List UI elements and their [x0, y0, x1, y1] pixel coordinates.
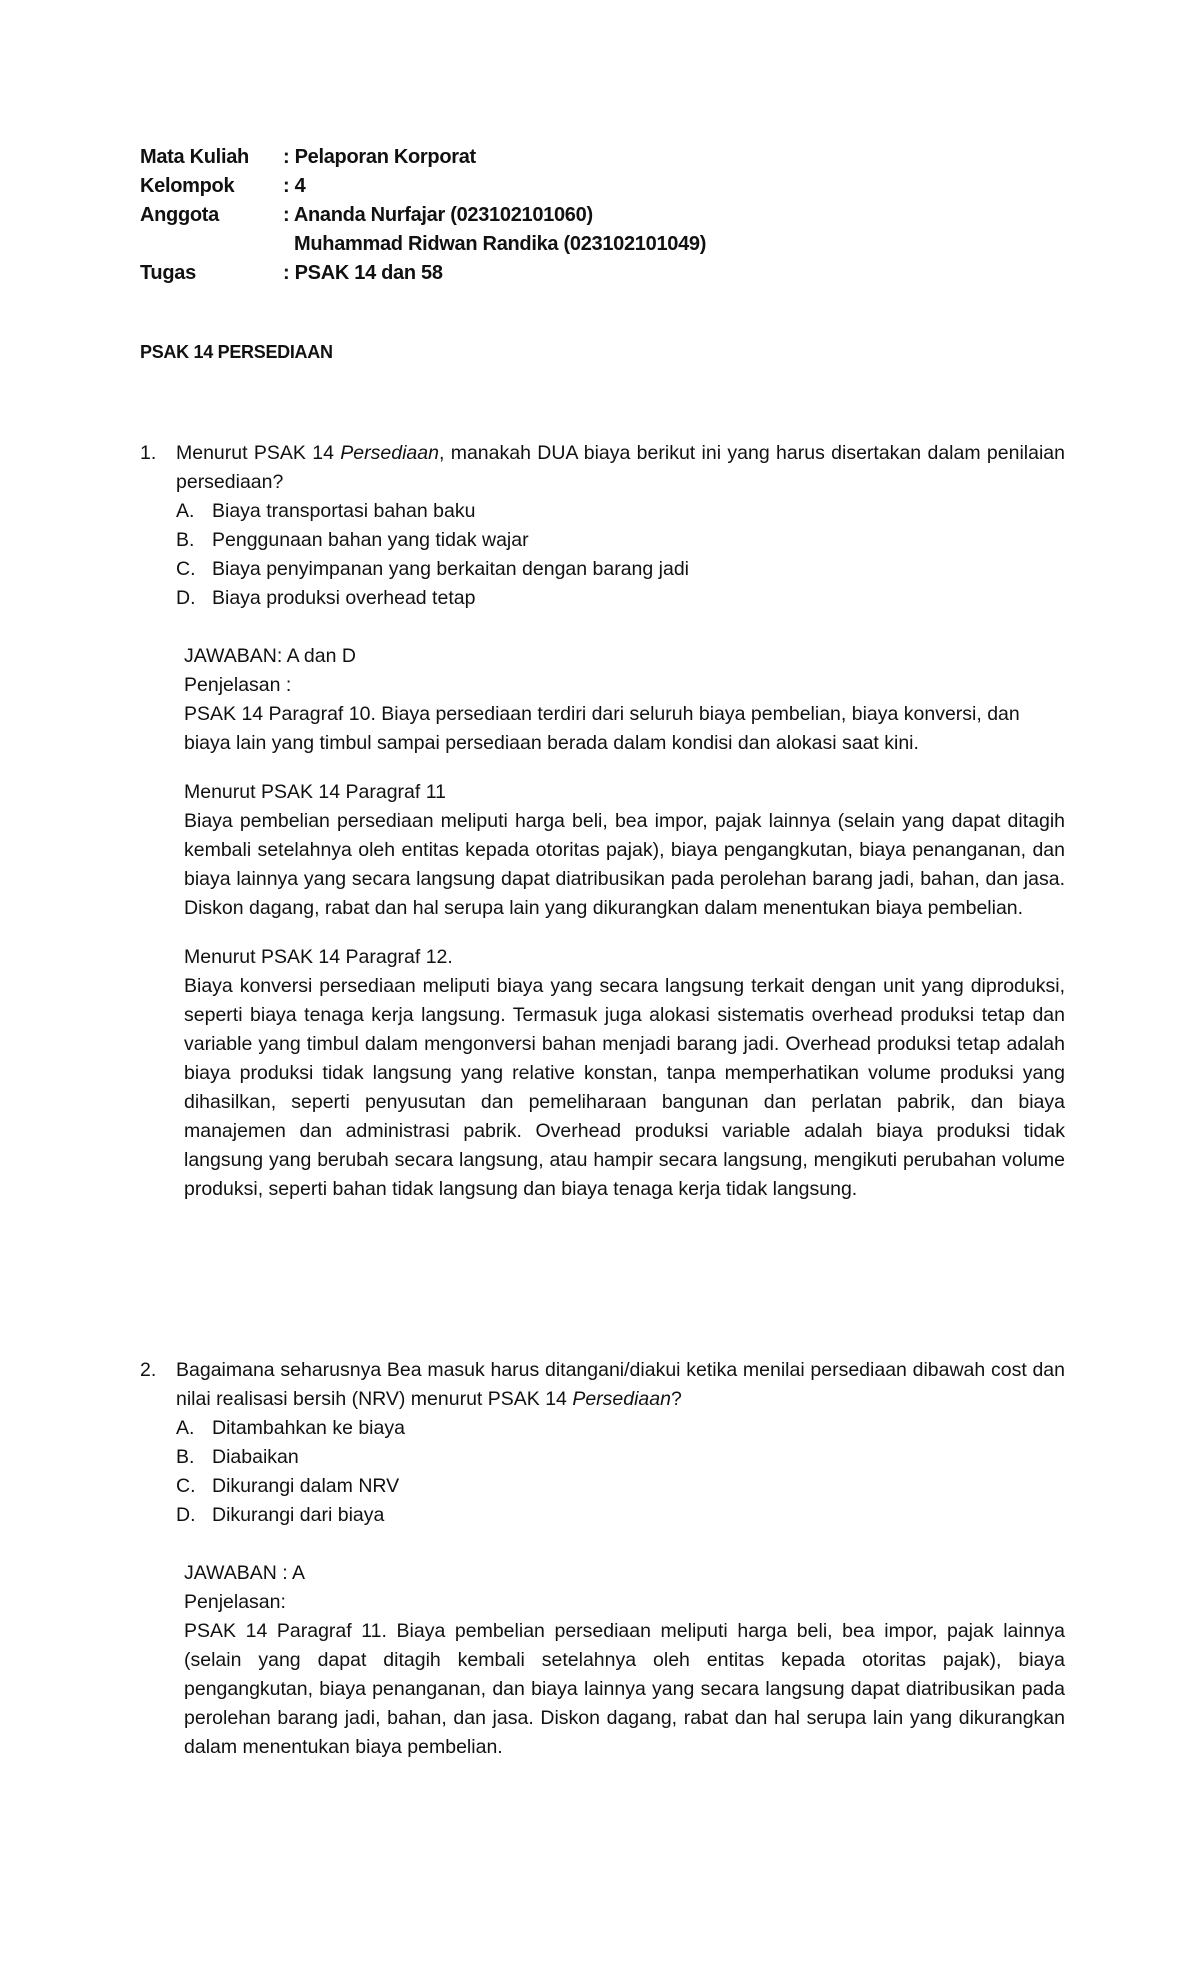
explanation-paragraph-11: PSAK 14 Paragraf 11. Biaya pembelian persediaan meliputi harga beli, bea impor, pajak lainnya (selain yang dapat ditagih kembali setelahnya oleh entitas kepada otoritas pajak), biaya pengangkutan, biaya penanganan, dan biaya lainnya yang secara langsung dapat diatribusikan pada perolehan barang jadi, bahan, dan jasa. Diskon dagang, rabat dan hal serupa lain yang dikurangkan dalam menentukan biaya pembelian. [184, 1620, 1065, 1758]
explanation-paragraph-12: Biaya konversi persediaan meliputi biaya yang secara langsung terkait dengan unit yang diproduksi, seperti biaya tenaga kerja langsung. Termasuk juga alokasi sistematis overhead produksi tetap dan variable yang timbul dalam mengonversi bahan menjadi barang jadi. Overhead produksi tetap adalah biaya produksi tidak langsung yang relative konstan, tanpa memperhatikan volume produksi yang dihasilkan, seperti penyusutan dan pemeliharaan bangunan dan perlatan pabrik, dan biaya manajemen dan administrasi pabrik. Overhead produksi variable adalah biaya produksi tidak langsung yang berubah secara langsung, atau hampir secara langsung, mengikuti perubahan volume produksi, seperti bahan tidak langsung dan biaya tenaga kerja tidak langsung. [184, 975, 1065, 1200]
header-label: Mata Kuliah [140, 146, 249, 168]
header-value: : Ananda Nurfajar (023102101060) [283, 204, 593, 226]
option-letter: A. [176, 1417, 195, 1439]
header-row-course [140, 143, 706, 172]
header-row-members [140, 201, 706, 230]
question-2 [140, 1356, 1065, 1762]
explanation-paragraph-11: Biaya pembelian persediaan meliputi harga beli, bea impor, pajak lainnya (selain yang dapat ditagih kembali setelahnya oleh entitas kepada otoritas pajak), biaya pengangkutan, biaya penanganan, dan biaya lainnya yang secara langsung dapat diatribusikan pada perolehan barang jadi, bahan, dan jasa. Diskon dagang, rabat dan hal serupa lain yang dikurangkan dalam menentukan biaya pembelian. [184, 810, 1065, 919]
question-text [176, 1356, 1065, 1414]
header-label: Kelompok [140, 175, 235, 197]
explanation-label: Penjelasan: [184, 1591, 286, 1613]
answer-block [184, 1559, 1065, 1762]
question-text-part: Bagaimana seharusnya Bea masuk harus ditangani/diakui ketika menilai persediaan dibawah cost dan nilai realisasi bersih (NRV) menurut PSAK 14 [176, 1359, 1065, 1410]
option-c [176, 1472, 1065, 1501]
question-text-italic: Persediaan [340, 442, 439, 464]
option-c [176, 555, 1065, 584]
header-row-task [140, 259, 706, 288]
option-a [176, 497, 1065, 526]
option-letter: B. [176, 529, 195, 551]
option-text: Biaya penyimpanan yang berkaitan dengan barang jadi [212, 558, 690, 580]
question-text-part: , manakah DUA biaya berikut ini yang harus disertakan dalam penilaian persediaan? [176, 442, 1065, 493]
answer-text: JAWABAN : A [184, 1562, 305, 1584]
option-text: Penggunaan bahan yang tidak wajar [212, 529, 529, 551]
explanation-paragraph-10: PSAK 14 Paragraf 10. Biaya persediaan terdiri dari seluruh biaya pembelian, biaya konversi, dan biaya lain yang timbul sampai persediaan berada dalam kondisi dan alokasi saat kini. [184, 703, 1020, 754]
header-label: Anggota [140, 204, 219, 226]
explanation-label: Penjelasan : [184, 674, 292, 696]
header-value: : PSAK 14 dan 58 [283, 262, 443, 284]
option-a [176, 1414, 1065, 1443]
question-number: 1. [140, 442, 157, 464]
option-b [176, 526, 1065, 555]
header-value: : Pelaporan Korporat [283, 146, 476, 168]
answer-block [184, 642, 1065, 1204]
question-1 [140, 439, 1065, 1204]
header-row-group [140, 172, 706, 201]
option-letter: D. [176, 1504, 196, 1526]
spacer [184, 758, 1065, 778]
document-header [140, 143, 706, 288]
option-b [176, 1443, 1065, 1472]
answer-options [176, 1414, 1065, 1530]
question-text-part: ? [670, 1388, 682, 1410]
spacer [184, 923, 1065, 943]
question-text-part: Menurut PSAK 14 [176, 442, 341, 464]
option-text: Biaya transportasi bahan baku [212, 500, 476, 522]
paragraph-heading: Menurut PSAK 14 Paragraf 12. [184, 946, 453, 968]
option-letter: D. [176, 587, 196, 609]
option-letter: B. [176, 1446, 195, 1468]
option-text: Biaya produksi overhead tetap [212, 587, 476, 609]
header-value: : 4 [283, 175, 306, 197]
section-title: PSAK 14 PERSEDIAAN [140, 342, 333, 362]
header-value: Muhammad Ridwan Randika (023102101049) [294, 233, 707, 255]
option-letter: C. [176, 1475, 196, 1497]
option-text: Ditambahkan ke biaya [212, 1417, 405, 1439]
option-d [176, 1501, 1065, 1530]
answer-text: JAWABAN: A dan D [184, 645, 356, 667]
header-label: Tugas [140, 262, 196, 284]
option-letter: A. [176, 500, 195, 522]
header-row-member-2 [140, 230, 706, 259]
option-letter: C. [176, 558, 196, 580]
option-text: Dikurangi dari biaya [212, 1504, 385, 1526]
question-line [140, 1356, 1065, 1414]
option-text: Dikurangi dalam NRV [212, 1475, 400, 1497]
question-text [176, 439, 1065, 497]
paragraph-heading: Menurut PSAK 14 Paragraf 11 [184, 781, 446, 803]
answer-options [176, 497, 1065, 613]
question-number: 2. [140, 1359, 157, 1381]
question-line [140, 439, 1065, 497]
option-d [176, 584, 1065, 613]
question-text-italic: Persediaan [572, 1388, 671, 1410]
option-text: Diabaikan [212, 1446, 299, 1468]
